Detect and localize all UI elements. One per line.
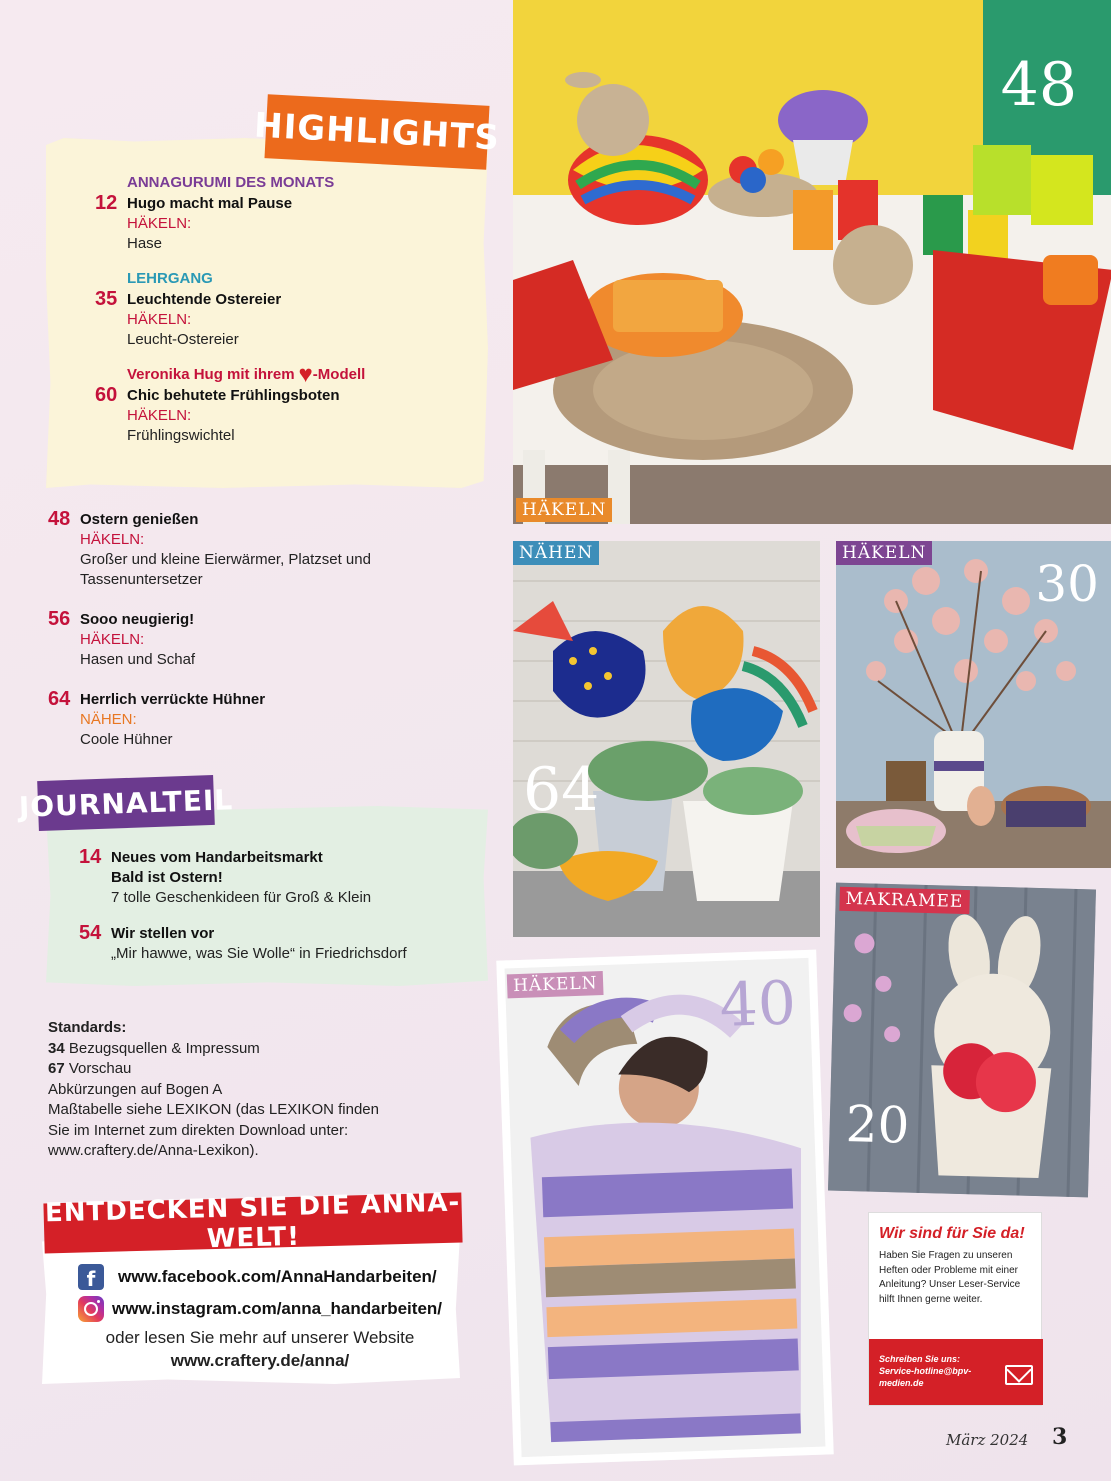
photo-page-number: 48 (1000, 50, 1077, 120)
photo-page-number: 20 (845, 1094, 911, 1155)
toc-item-48[interactable]: 48 Ostern genießen HÄKELN: Großer und kleine Eierwärmer, Platzset und Tassenuntersetzer (48, 508, 371, 588)
standards-line: Abkürzungen auf Bogen A (48, 1080, 223, 1098)
photo-macrame-bunny[interactable] (828, 883, 1096, 1198)
photo-easter-branches[interactable] (836, 541, 1111, 868)
highlight-section: LEHRGANG (127, 270, 213, 287)
standards-line: Sie im Internet zum direkten Download unter: (48, 1121, 349, 1139)
highlight-item-12[interactable]: 12 Hugo macht mal Pause HÄKELN: Hase (95, 192, 293, 252)
instagram-link[interactable]: www.instagram.com/anna_handarbeiten/ (78, 1296, 442, 1322)
anna-welt-banner: ENTDECKEN SIE DIE ANNA-WELT! (43, 1193, 462, 1254)
toc-item-56[interactable]: 56 Sooo neugierig! HÄKELN: Hasen und Schaf (48, 608, 196, 668)
photo-label: MAKRAMEE (839, 887, 969, 914)
highlight-section: ANNAGURUMI DES MONATS (127, 174, 335, 191)
standards-line: 34 Bezugsquellen & Impressum (48, 1039, 260, 1057)
photo-easter-table[interactable] (513, 0, 1111, 524)
toc-item-64[interactable]: 64 Herrlich verrückte Hühner NÄHEN: Coole Hühner (48, 688, 266, 748)
standards-block (48, 1018, 468, 1162)
highlight-item-60[interactable]: 60 Chic behutete Frühlingsboten HÄKELN: Frühlingswichtel (95, 384, 340, 444)
facebook-link[interactable]: f www.facebook.com/AnnaHandarbeiten/ (78, 1264, 437, 1290)
standards-heading: Standards: (48, 1019, 127, 1036)
journal-banner: JOURNALTEIL (37, 775, 215, 831)
photo-page-number: 64 (523, 755, 600, 825)
mail-icon (1005, 1365, 1033, 1385)
journal-item-54[interactable]: 54 Wir stellen vor „Mir hawwe, was Sie Wolle“ in Friedrichsdorf (79, 922, 407, 962)
chickens-illustration (513, 541, 820, 937)
photo-label: HÄKELN (516, 498, 612, 522)
facebook-icon: f (78, 1264, 104, 1290)
service-contact[interactable]: Schreiben Sie uns: Service-hotline@bpv-medien.de (869, 1339, 1043, 1405)
issue-date: März 2024 (946, 1431, 1029, 1449)
instagram-icon (78, 1296, 104, 1322)
photo-page-number: 30 (1035, 555, 1099, 613)
website-link[interactable]: www.craftery.de/anna/ (170, 1351, 350, 1370)
standards-line: 67 Vorschau (48, 1060, 132, 1077)
page-number: 3 (1052, 1424, 1068, 1450)
photo-sweater[interactable] (496, 950, 833, 1466)
lexikon-link[interactable]: www.craftery.de/Anna-Lexikon). (48, 1142, 259, 1159)
service-title: Wir sind für Sie da! (879, 1225, 1025, 1242)
journal-item-14[interactable]: 14 Neues vom Handarbeitsmarkt Bald ist Ostern! 7 tolle Geschenkideen für Groß & Klein (79, 846, 372, 906)
highlight-item-35[interactable]: 35 Leuchtende Ostereier HÄKELN: Leucht-Ostereier (95, 288, 282, 348)
standards-line: Maßtabelle siehe LEXIKON (das LEXIKON finden (48, 1101, 379, 1118)
photo-label: HÄKELN (507, 971, 604, 998)
photo-page-number: 40 (718, 968, 798, 1041)
photo-label: NÄHEN (513, 541, 599, 565)
highlights-banner: HIGHLIGHTS (264, 94, 489, 170)
highlight-section: Veronika Hug mit ihrem ♥ -Modell (127, 360, 366, 388)
service-text: Haben Sie Fragen zu unseren Heften oder Probleme mit einer Anleitung? Unser Leser-Service hilft Ihnen gerne weiter. (879, 1250, 1021, 1305)
photo-label: HÄKELN (836, 541, 932, 565)
anna-welt-more: oder lesen Sie mehr auf unserer Website (105, 1328, 415, 1347)
heart-icon: ♥ (298, 360, 313, 388)
service-box (868, 1212, 1042, 1406)
photo-chickens[interactable] (513, 541, 820, 937)
